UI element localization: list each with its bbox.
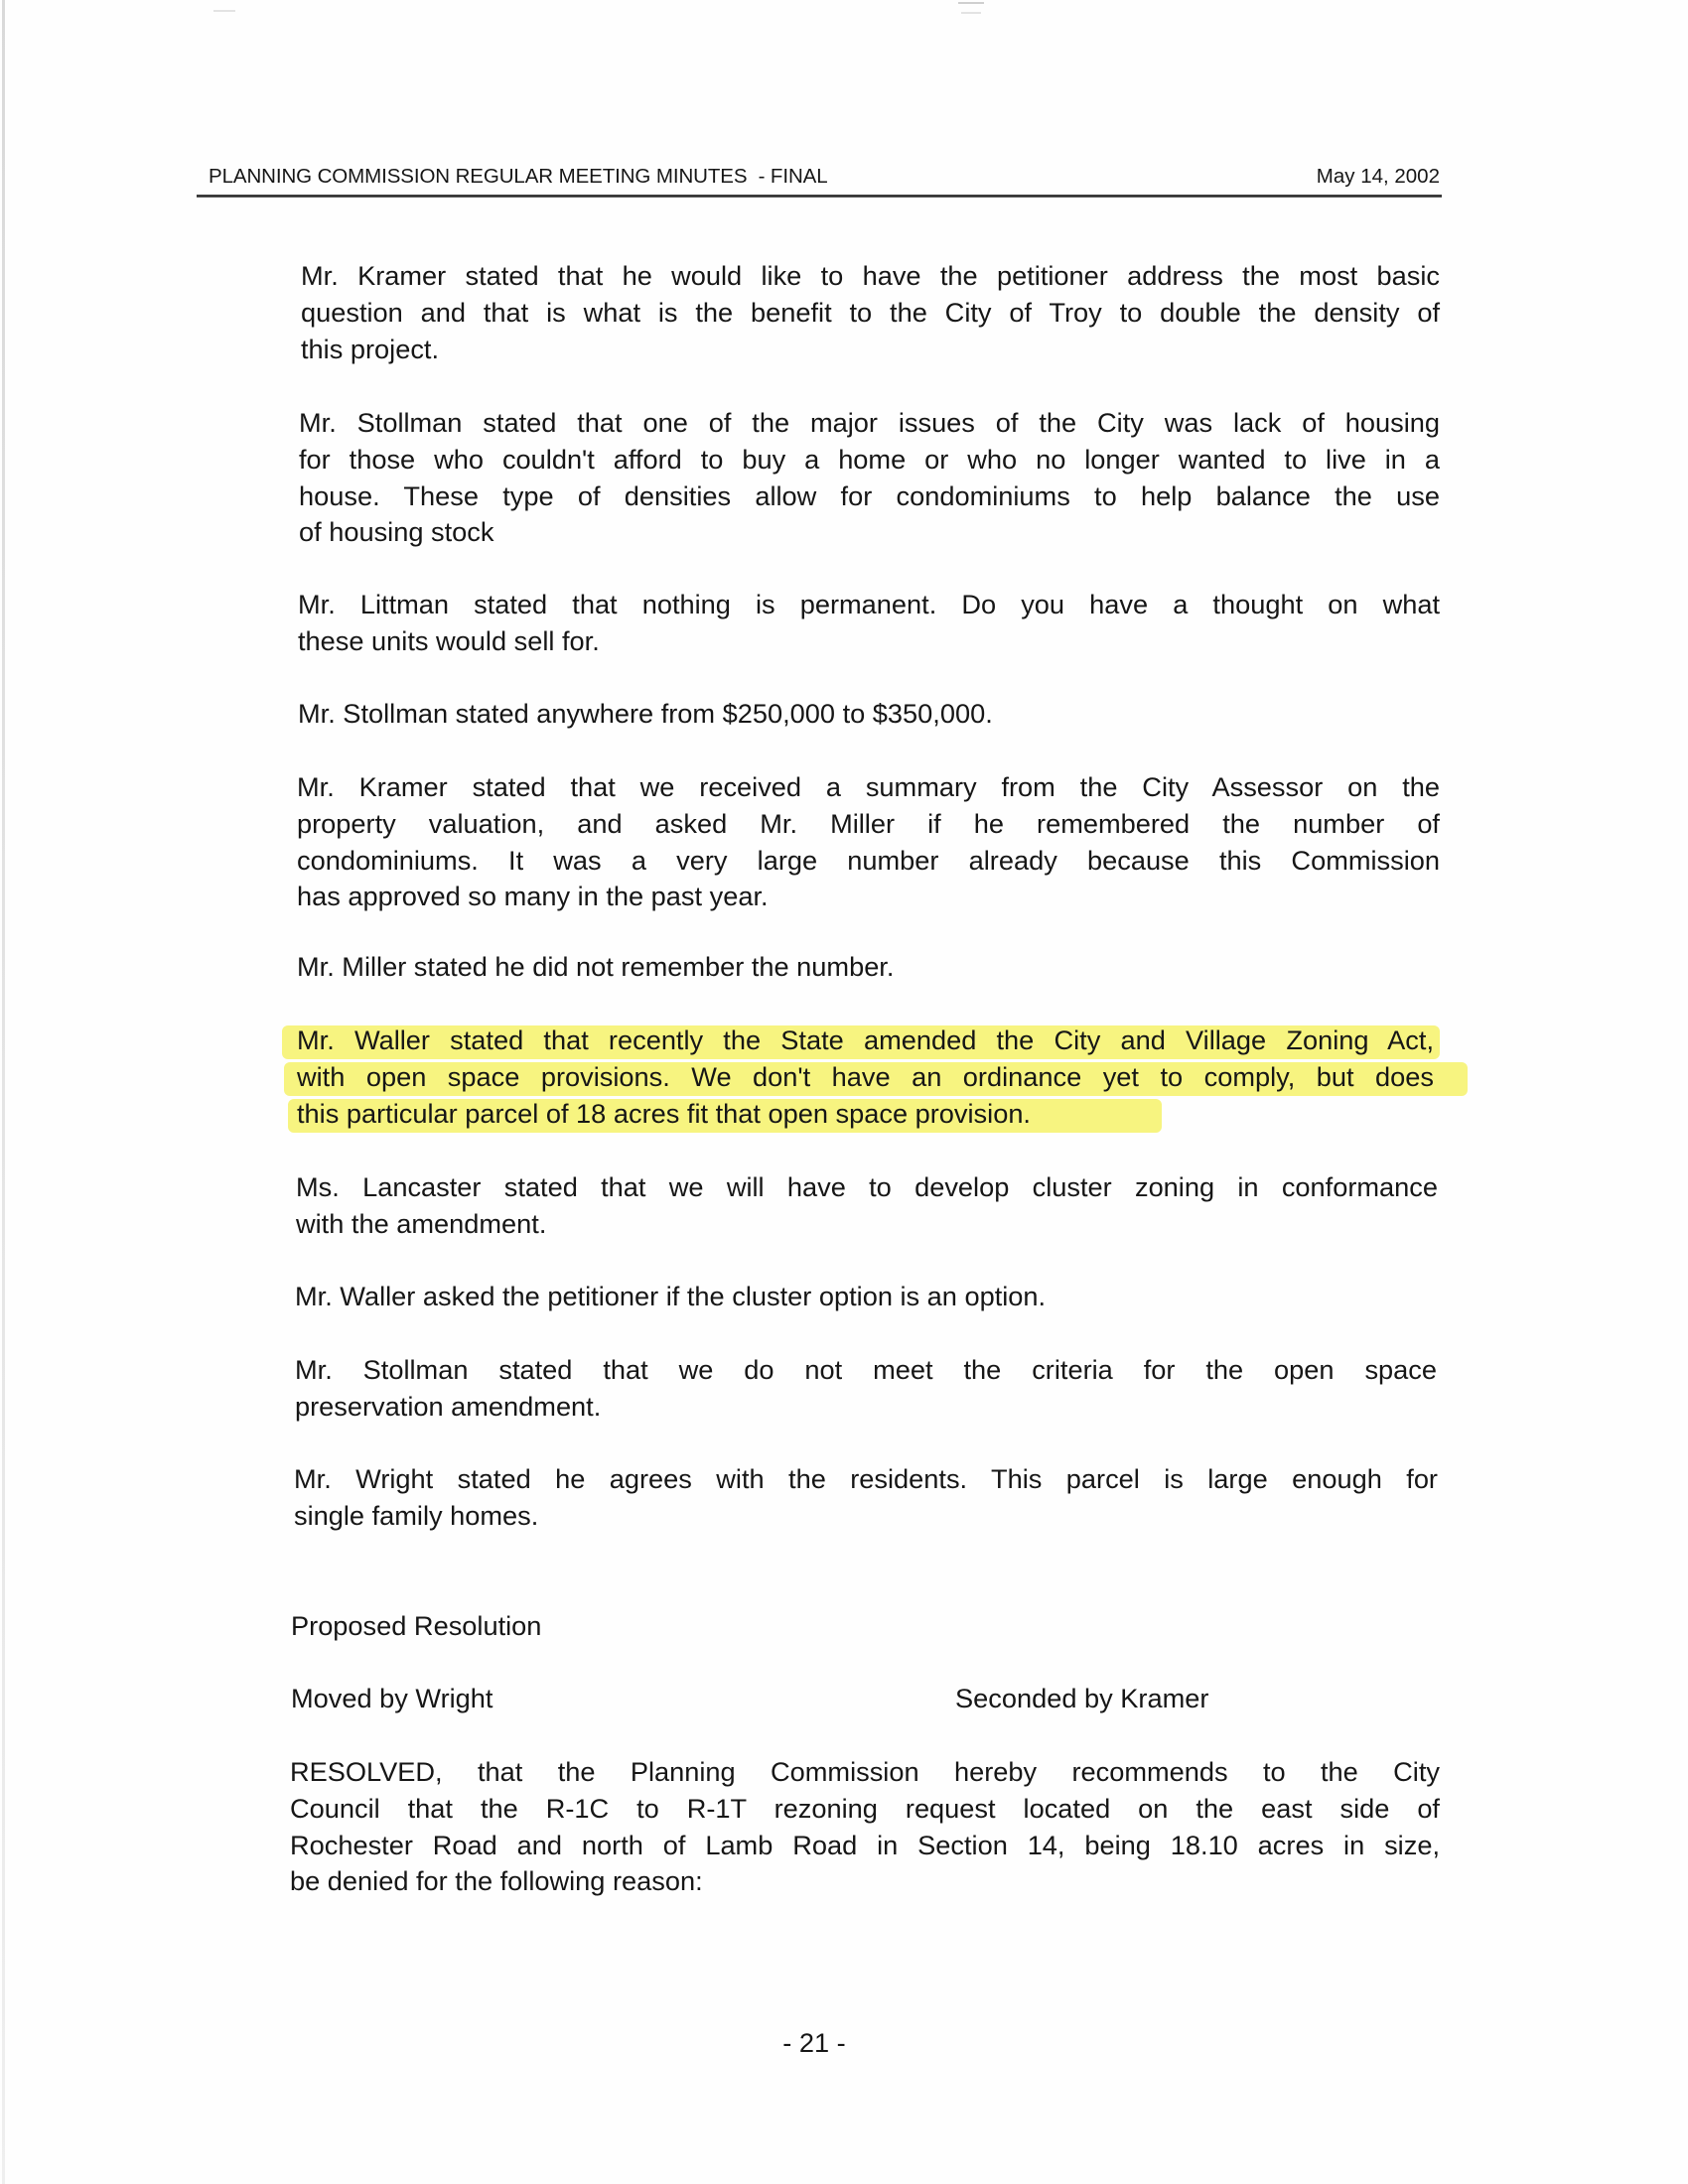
paragraph-line: house. These type of densities allow for condominiums to help balance the use [299, 479, 1440, 511]
paragraph-line: with the amendment. [296, 1207, 547, 1239]
paragraph-line: of housing stock [299, 516, 494, 548]
paragraph-line: Mr. Wright stated he agrees with the residents. This parcel is large enough for [294, 1463, 1438, 1494]
highlighted-paragraph [297, 1023, 1434, 1132]
resolution-line: RESOLVED, that the Planning Commission hereby recommends to the City [290, 1756, 1440, 1787]
paragraph-line: these units would sell for. [298, 624, 600, 656]
minutes-paragraph [298, 696, 1440, 733]
resolution-text [290, 1754, 1440, 1900]
page-header [207, 162, 1442, 192]
paragraph-line: Mr. Littman stated that nothing is permanent. Do you have a thought on what [298, 589, 1440, 619]
paragraph-line: single family homes. [294, 1499, 539, 1531]
minutes-paragraph [297, 949, 1440, 986]
header-rule [197, 195, 1442, 198]
paragraph-line: Mr. Stollman stated that one of the major issues of the City was lack of housing [299, 407, 1440, 438]
paragraph-line: preservation amendment. [295, 1390, 602, 1422]
paragraph-line: this particular parcel of 18 acres fit that open space provision. [297, 1097, 1031, 1129]
document-title: PLANNING COMMISSION REGULAR MEETING MINUTES - FINAL [209, 165, 828, 188]
minutes-paragraph [296, 1169, 1438, 1243]
paragraph-line: for those who couldn't afford to buy a home or who no longer wanted to live in a [299, 443, 1440, 475]
meeting-date: May 14, 2002 [1316, 165, 1440, 188]
resolution-heading: Proposed Resolution [291, 1610, 542, 1641]
paragraph-line: property valuation, and asked Mr. Miller if he remembered the number of [297, 807, 1440, 839]
resolution-line: Council that the R-1C to R-1T rezoning request located on the east side of [290, 1792, 1440, 1824]
paragraph-line: with open space provisions. We don't have an ordinance yet to comply, but does [297, 1060, 1434, 1092]
paragraph-line: Mr. Miller stated he did not remember the number. [297, 951, 895, 982]
scan-artifact [958, 2, 984, 4]
paragraph-line: condominiums. It was a very large number already because this Commission [297, 844, 1440, 876]
paragraph-line: Mr. Waller stated that recently the State amended the City and Village Zoning Act, [297, 1024, 1434, 1055]
paragraph-line: Mr. Stollman stated anywhere from $250,000 to $350,000. [298, 698, 993, 729]
paragraph-line: Ms. Lancaster stated that we will have to develop cluster zoning in conformance [296, 1171, 1438, 1202]
seconded-by: Seconded by Kramer [955, 1683, 1209, 1713]
minutes-paragraph [299, 405, 1440, 551]
paragraph-line: Mr. Waller asked the petitioner if the cluster option is an option. [295, 1281, 1047, 1311]
minutes-paragraph [297, 769, 1440, 915]
minutes-paragraph [298, 587, 1440, 660]
scan-artifact [961, 12, 981, 14]
page-number: - 21 - [782, 2027, 846, 2058]
paragraph-line: Mr. Kramer stated that he would like to have the petitioner address the most basic [301, 260, 1440, 291]
paragraph-line: this project. [301, 333, 440, 364]
scan-edge [2, 0, 5, 2184]
scan-artifact [213, 10, 235, 12]
moved-by: Moved by Wright [291, 1683, 493, 1713]
paragraph-line: Mr. Kramer stated that we received a summary from the City Assessor on the [297, 771, 1440, 802]
paragraph-line: has approved so many in the past year. [297, 881, 769, 912]
minutes-paragraph [294, 1461, 1438, 1535]
paragraph-line: Mr. Stollman stated that we do not meet the criteria for the open space [295, 1354, 1437, 1385]
paragraph-line: question and that is what is the benefit to the City of Troy to double the density of [301, 296, 1440, 328]
minutes-paragraph [295, 1352, 1437, 1426]
minutes-paragraph [295, 1279, 1437, 1315]
resolution-line: Rochester Road and north of Lamb Road in Section 14, being 18.10 acres in size, [290, 1829, 1440, 1860]
minutes-paragraph [301, 258, 1440, 367]
resolution-line: be denied for the following reason: [290, 1865, 703, 1897]
